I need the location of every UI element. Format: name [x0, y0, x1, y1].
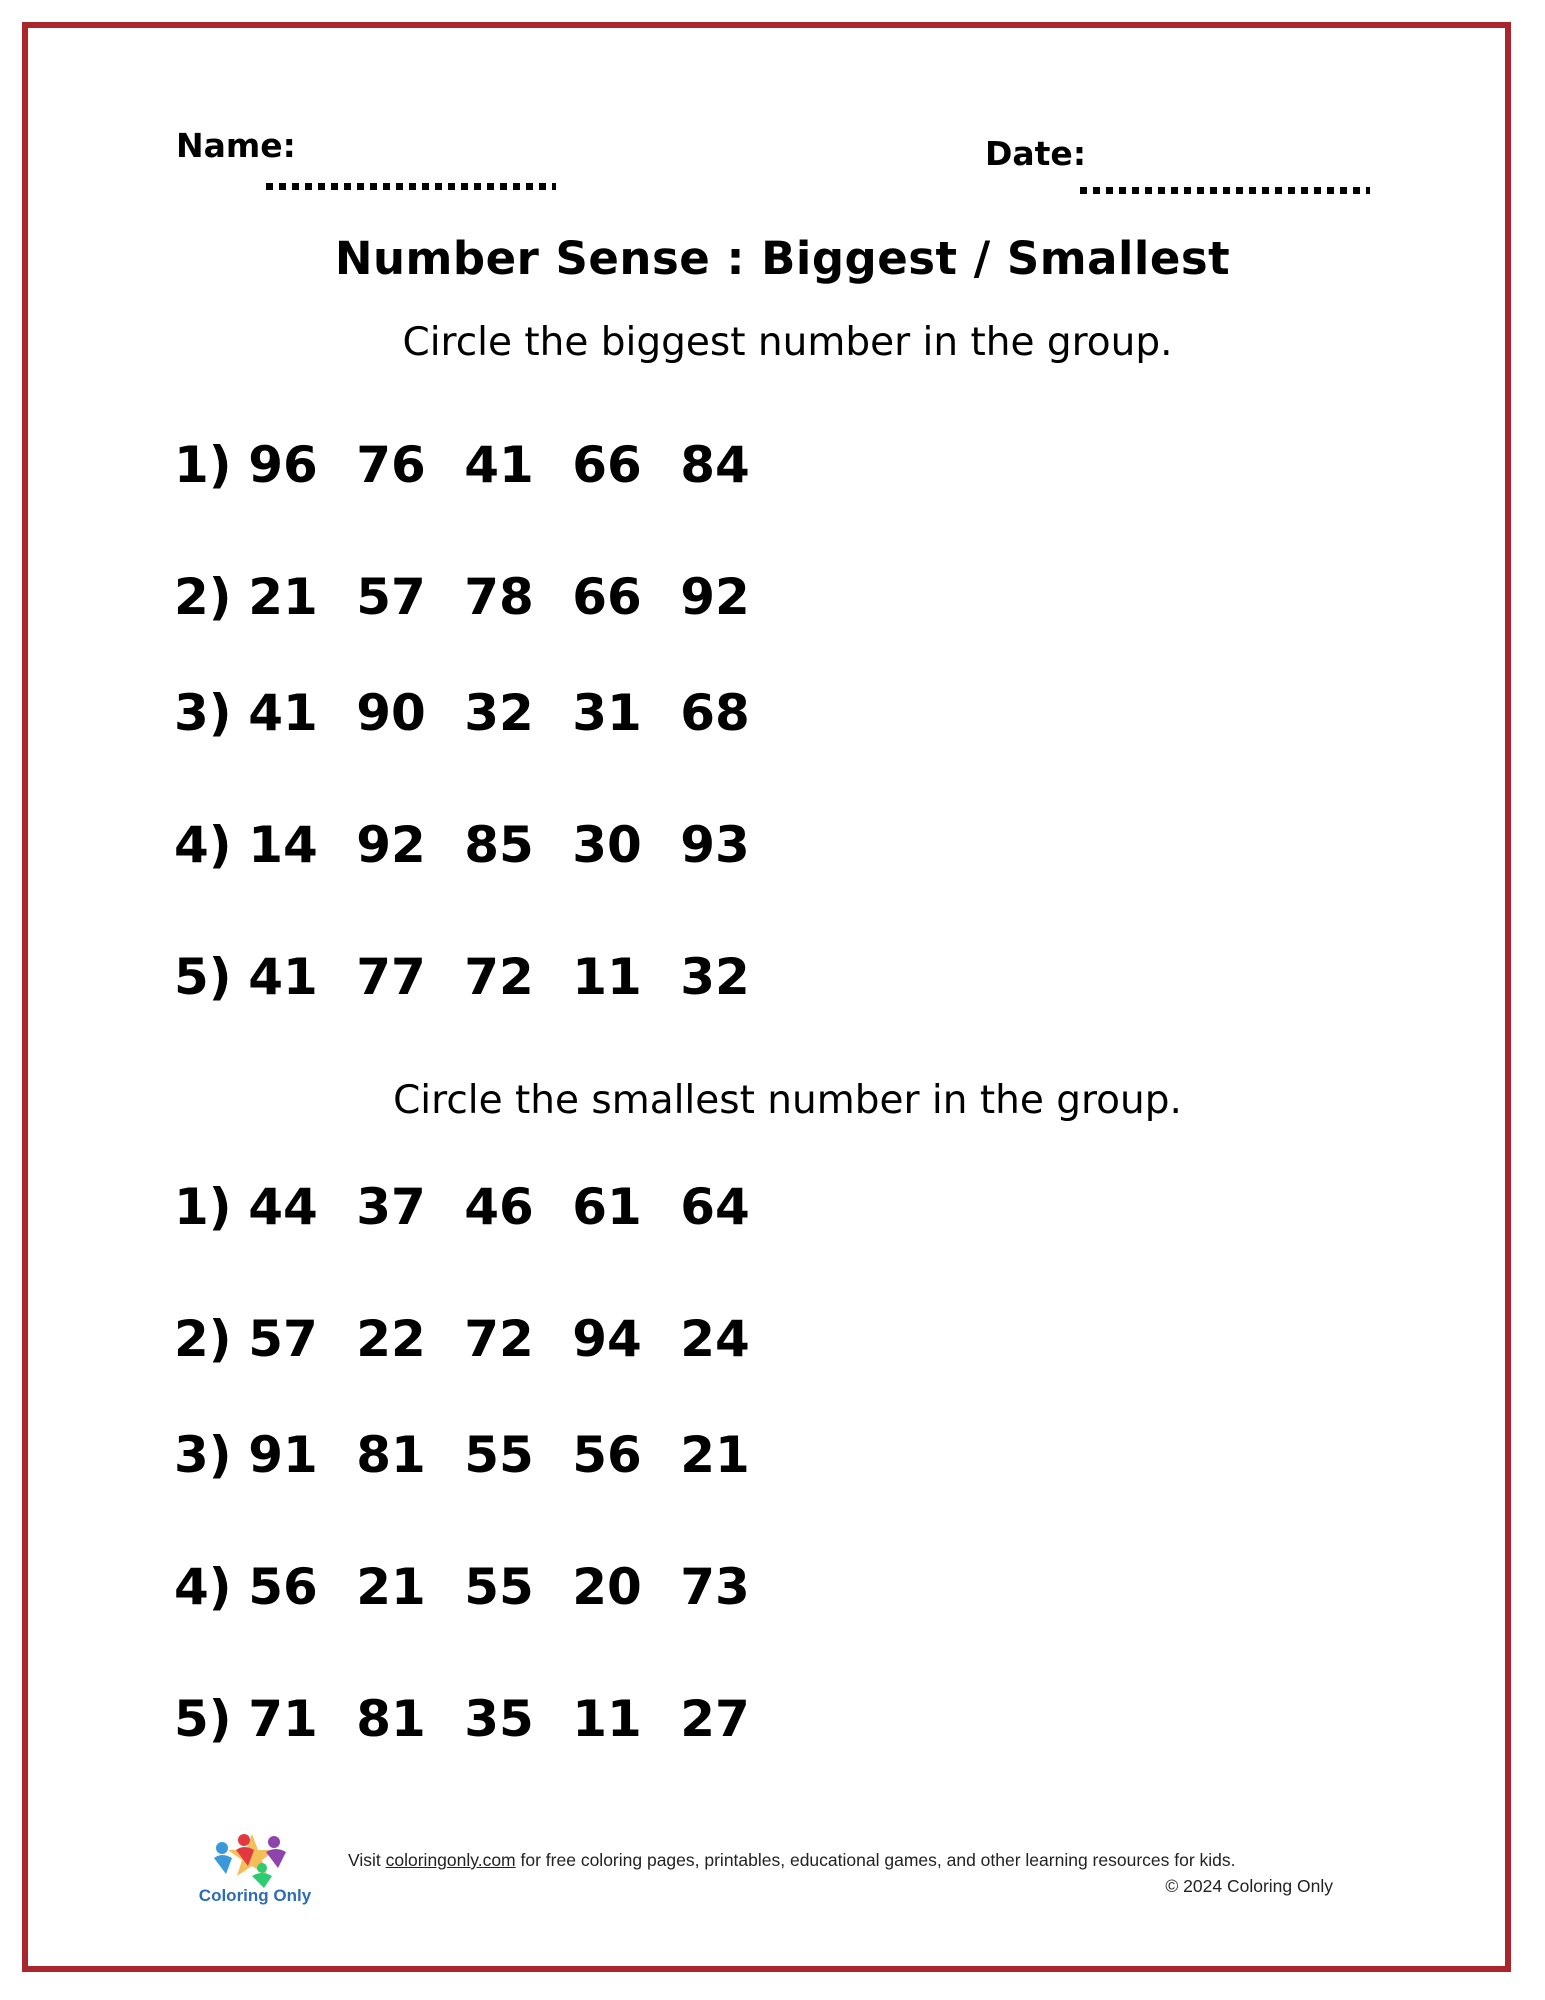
number-choice[interactable]: 22 — [356, 1310, 426, 1368]
number-choice[interactable]: 11 — [572, 948, 642, 1006]
worksheet-title: Number Sense : Biggest / Smallest — [334, 232, 1231, 285]
number-choice[interactable]: 64 — [680, 1178, 750, 1236]
number-choice[interactable]: 94 — [572, 1310, 642, 1368]
number-choice[interactable]: 21 — [680, 1426, 750, 1484]
date-label: Date: — [985, 134, 1087, 173]
number-choice[interactable]: 21 — [248, 568, 318, 626]
problem-index: 4) — [174, 816, 232, 874]
number-choice[interactable]: 66 — [572, 568, 642, 626]
coloring-only-logo-icon — [192, 1828, 312, 1890]
number-choice[interactable]: 56 — [248, 1558, 318, 1616]
problem-index: 3) — [174, 684, 232, 742]
number-choice[interactable]: 32 — [680, 948, 750, 1006]
problem-index: 1) — [174, 1178, 232, 1236]
number-choice[interactable]: 44 — [248, 1178, 318, 1236]
name-line[interactable] — [266, 183, 556, 190]
number-choice[interactable]: 92 — [680, 568, 750, 626]
number-choice[interactable]: 72 — [464, 948, 534, 1006]
number-choice[interactable]: 84 — [680, 436, 750, 494]
problem-index: 1) — [174, 436, 232, 494]
number-choice[interactable]: 72 — [464, 1310, 534, 1368]
number-choice[interactable]: 57 — [356, 568, 426, 626]
problem-index: 4) — [174, 1558, 232, 1616]
number-choice[interactable]: 73 — [680, 1558, 750, 1616]
number-choice[interactable]: 20 — [572, 1558, 642, 1616]
problem-index: 5) — [174, 948, 232, 1006]
number-choice[interactable]: 96 — [248, 436, 318, 494]
number-choice[interactable]: 61 — [572, 1178, 642, 1236]
number-choice[interactable]: 78 — [464, 568, 534, 626]
number-choice[interactable]: 21 — [356, 1558, 426, 1616]
number-choice[interactable]: 24 — [680, 1310, 750, 1368]
number-choice[interactable]: 85 — [464, 816, 534, 874]
name-label: Name: — [176, 126, 296, 165]
number-choice[interactable]: 77 — [356, 948, 426, 1006]
problem-index: 5) — [174, 1690, 232, 1748]
number-choice[interactable]: 11 — [572, 1690, 642, 1748]
problem-index: 3) — [174, 1426, 232, 1484]
number-choice[interactable]: 30 — [572, 816, 642, 874]
number-choice[interactable]: 93 — [680, 816, 750, 874]
number-choice[interactable]: 55 — [464, 1558, 534, 1616]
number-choice[interactable]: 71 — [248, 1690, 318, 1748]
number-choice[interactable]: 81 — [356, 1426, 426, 1484]
footer-visit-suffix: for free coloring pages, printables, educational games, and other learning resources for kids. — [520, 1850, 1236, 1870]
coloringonly-link[interactable]: coloringonly.com — [385, 1850, 516, 1870]
number-choice[interactable]: 66 — [572, 436, 642, 494]
number-choice[interactable]: 35 — [464, 1690, 534, 1748]
number-choice[interactable]: 41 — [248, 684, 318, 742]
number-choice[interactable]: 41 — [464, 436, 534, 494]
problem-index: 2) — [174, 1310, 232, 1368]
number-choice[interactable]: 41 — [248, 948, 318, 1006]
instruction-smallest: Circle the smallest number in the group. — [393, 1078, 1182, 1123]
date-line[interactable] — [1080, 187, 1370, 194]
number-choice[interactable]: 14 — [248, 816, 318, 874]
number-choice[interactable]: 68 — [680, 684, 750, 742]
number-choice[interactable]: 56 — [572, 1426, 642, 1484]
copyright-text: © 2024 Coloring Only — [1165, 1876, 1333, 1896]
number-choice[interactable]: 57 — [248, 1310, 318, 1368]
number-choice[interactable]: 27 — [680, 1690, 750, 1748]
number-choice[interactable]: 91 — [248, 1426, 318, 1484]
number-choice[interactable]: 31 — [572, 684, 642, 742]
number-choice[interactable]: 81 — [356, 1690, 426, 1748]
instruction-biggest: Circle the biggest number in the group. — [402, 320, 1173, 365]
footer-visit-prefix: Visit — [348, 1850, 381, 1870]
number-choice[interactable]: 76 — [356, 436, 426, 494]
footer-visit-text — [348, 1850, 1236, 1871]
number-choice[interactable]: 92 — [356, 816, 426, 874]
number-choice[interactable]: 37 — [356, 1178, 426, 1236]
logo-text: Coloring Only — [198, 1886, 312, 1905]
number-choice[interactable]: 55 — [464, 1426, 534, 1484]
number-choice[interactable]: 90 — [356, 684, 426, 742]
number-choice[interactable]: 32 — [464, 684, 534, 742]
number-choice[interactable]: 46 — [464, 1178, 534, 1236]
problem-index: 2) — [174, 568, 232, 626]
